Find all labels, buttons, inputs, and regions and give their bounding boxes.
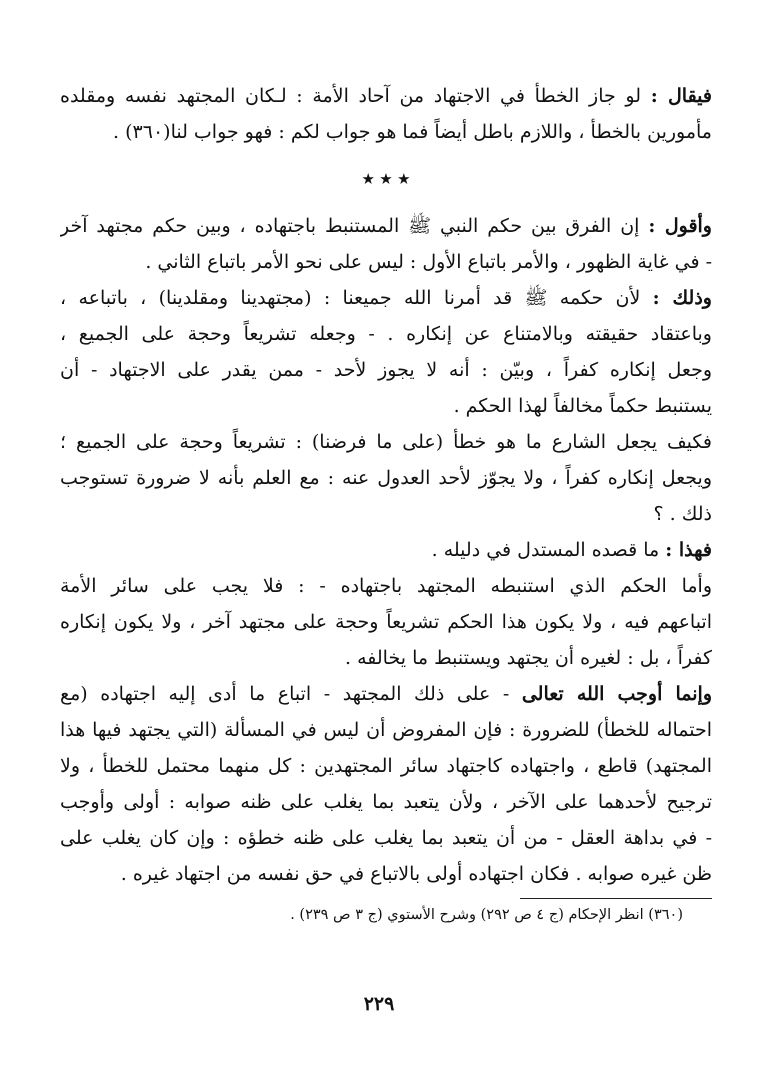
text-line: اتباعهم فيه ، ولا يكون هذا الحكم تشريعاً وحجة على مجتهد آخر ، ولا يكون إنكاره <box>60 611 712 633</box>
paragraph-lead: وإنما أوجب الله تعالى <box>521 683 712 705</box>
paragraph-text: إن الفرق بين حكم النبي ﷺ المستنبط باجتهاده ، وبين حكم مجتهد آخر <box>60 215 640 237</box>
text-line: - في بداهة العقل - من أن يتعبد بما يغلب على ظنه خطؤه : وإن كان يغلب على <box>60 827 712 849</box>
text-line: يستنبط حكماً مخالفاً لهذا الحكم . <box>453 395 712 417</box>
footnote-divider <box>520 898 712 899</box>
text-line: المجتهد) قاطع ، واجتهاده كاجتهاد سائر المجتهدين : كل منهما محتمل للخطأ ، ولا <box>60 755 712 777</box>
text-line <box>60 676 712 712</box>
section-separator: ٭ ٭ ٭ <box>362 166 410 190</box>
text-line <box>60 208 712 244</box>
paragraph-lead: فهذا : <box>665 539 712 561</box>
text-line: ويجعل إنكاره كفراً ، ولا يجوّز لأحد العدول عنه : مع العلم بأنه لا ضرورة تستوجب <box>60 467 712 489</box>
footnote: (٣٦٠) انظر الإحكام (ج ٤ ص ٢٩٢) وشرح الأستوي (ج ٣ ص ٢٣٩) . <box>290 907 683 923</box>
text-line: وباعتقاد حقيقته وبالامتناع عن إنكاره . - وجعله تشريعاً وحجة على الجميع ، <box>60 323 712 345</box>
text-line: مأمورين بالخطأ ، واللازم باطل أيضاً فما هو جواب لكم : فهو جواب لنا(٣٦٠) . <box>113 121 712 143</box>
paragraph-lead: فيقال : <box>650 85 712 107</box>
text-line: ترجيح لأحدهما على الآخر ، ولأن يتعبد بما يغلب على ظنه صوابه : أولى وأوجب <box>60 791 712 813</box>
text-line: - في غاية الظهور ، والأمر باتباع الأول : ليس على نحو الأمر باتباع الثاني . <box>145 251 712 273</box>
text-line: كفراً ، بل : لغيره أن يجتهد ويستنبط ما يخالفه . <box>345 647 712 669</box>
paragraph-text: لو جاز الخطأ في الاجتهاد من آحاد الأمة : لـكان المجتهد نفسه ومقلده <box>60 85 642 107</box>
text-line <box>60 532 712 568</box>
text-line: فكيف يجعل الشارع ما هو خطأ (على ما فرضنا) : تشريعاً وحجة على الجميع ؛ <box>60 431 712 453</box>
text-line <box>60 78 712 114</box>
paragraph-text: - على ذلك المجتهد - اتباع ما أدى إليه اجتهاده (مع <box>60 683 510 705</box>
page-number: ٢٢٩ <box>363 993 395 1015</box>
text-line: وأما الحكم الذي استنبطه المجتهد باجتهاده - : فلا يجب على سائر الأمة <box>60 575 712 597</box>
text-line: ظن غيره صوابه . فكان اجتهاده أولى بالاتباع في حق نفسه من اجتهاد غيره . <box>120 863 712 885</box>
text-line: وجعل إنكاره كفراً ، وبيّن : أنه لا يجوز لأحد - ممن يقدر على الاجتهاد - أن <box>60 359 712 381</box>
paragraph-text: ما قصده المستدل في دليله . <box>431 539 660 561</box>
paragraph-lead: وأقول : <box>648 215 712 237</box>
text-line: ذلك . ؟ <box>653 503 712 525</box>
paragraph-text: لأن حكمه ﷺ قد أمرنا الله جميعنا : (مجتهدينا ومقلدينا) ، باتباعه ، <box>60 287 641 309</box>
text-line <box>60 280 712 316</box>
paragraph-lead: وذلك : <box>652 287 712 309</box>
text-line: احتماله للخطأ) للضرورة : فإن المفروض أن ليس في المسألة (التي يجتهد فيها هذا <box>60 719 712 741</box>
